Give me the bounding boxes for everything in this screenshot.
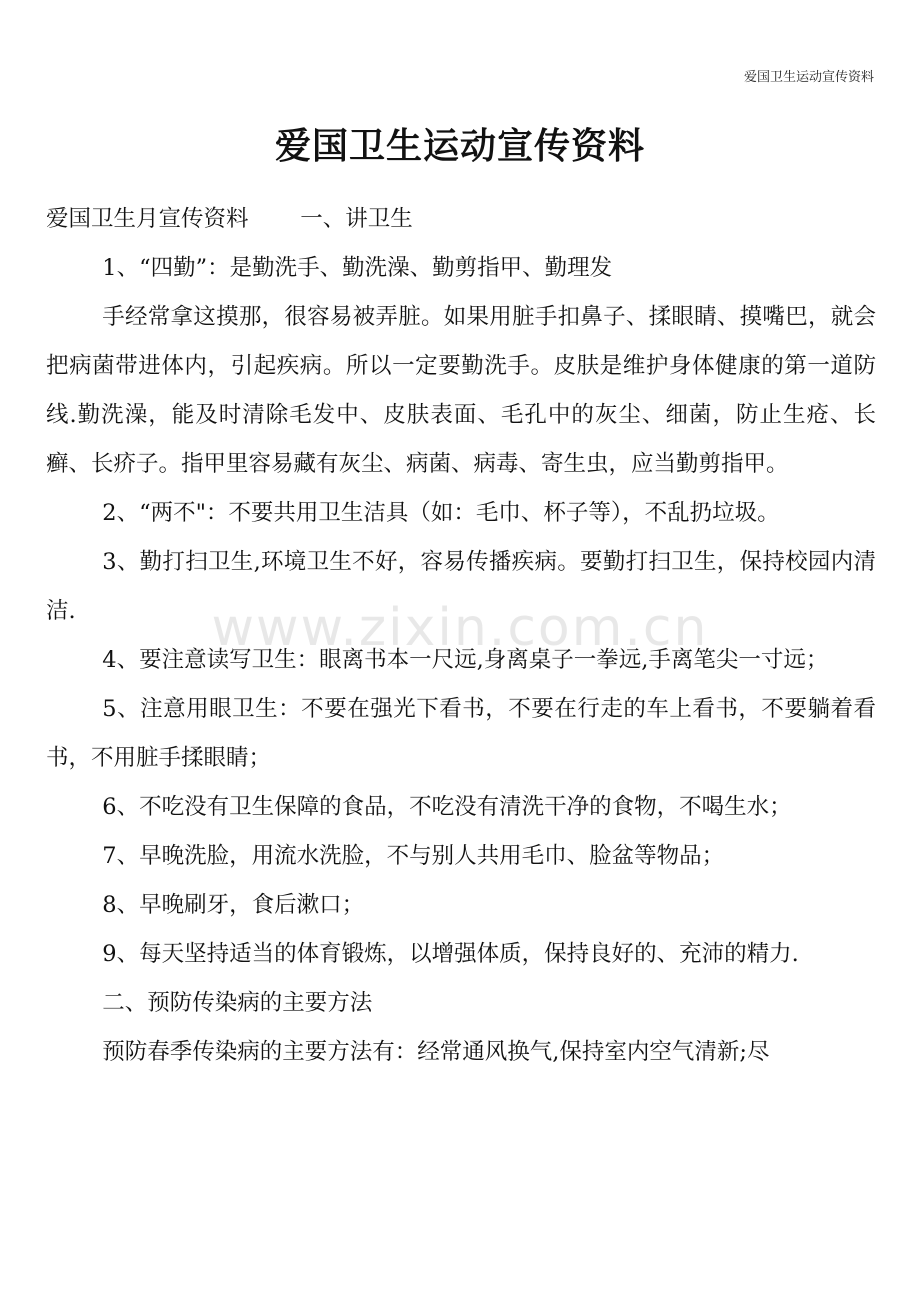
paragraph-hand-washing: 手经常拿这摸那，很容易被弄脏。如果用脏手扣鼻子、揉眼睛、摸嘴巴，就会把病菌带进体内，引起疾病。所以一定要勤洗手。皮肤是维护身体健康的第一道防线.勤洗澡，能及时清除毛发中、皮肤表面、毛孔中的灰尘、细菌，防止生疮、长癣、长疥子。指甲里容易藏有灰尘、病菌、病毒、寄生虫，应当勤剪指甲。	[46, 304, 876, 477]
intro-left: 爱国卫生月宣传资料	[46, 206, 249, 232]
section-heading-1: 一、讲卫生	[300, 206, 413, 232]
paragraph-cleaning: 3、勤打扫卫生,环境卫生不好，容易传播疾病。要勤打扫卫生，保持校园内清洁.	[46, 549, 877, 624]
paragraph-eye-hygiene: 5、注意用眼卫生：不要在强光下看书，不要在行走的车上看书，不要躺着看书，不用脏手揉眼睛；	[46, 696, 876, 771]
paragraph-reading-hygiene: 4、要注意读写卫生：眼离书本一尺远,身离桌子一拳远,手离笔尖一寸远；	[102, 647, 829, 673]
watermark: www.zixin.com.cn	[211, 598, 709, 658]
document-body	[46, 195, 876, 1077]
paragraph-exercise: 9、每天坚持适当的体育锻炼，以增强体质，保持良好的、充沛的精力.	[102, 941, 799, 967]
paragraph-tooth-brushing: 8、早晚刷牙，食后漱口；	[102, 892, 365, 918]
paragraph-face-washing: 7、早晚洗脸，用流水洗脸，不与别人共用毛巾、脸盆等物品；	[102, 843, 725, 869]
paragraph-four-diligences: 1、“四勤”：是勤洗手、勤洗澡、勤剪指甲、勤理发	[102, 255, 613, 281]
running-header: 爱国卫生运动宣传资料	[743, 70, 874, 85]
paragraph-two-donts: 2、“两不"：不要共用卫生洁具（如：毛巾、杯子等），不乱扔垃圾。	[102, 500, 780, 526]
section-heading-2: 二、预防传染病的主要方法	[102, 990, 373, 1016]
paragraph-food-safety: 6、不吃没有卫生保障的食品，不吃没有清洗干净的食物，不喝生水；	[102, 794, 792, 820]
paragraph-prevention: 预防春季传染病的主要方法有：经常通风换气,保持室内空气清新;尽	[102, 1039, 770, 1065]
document-title: 爱国卫生运动宣传资料	[274, 125, 645, 167]
intro-line	[46, 195, 876, 244]
